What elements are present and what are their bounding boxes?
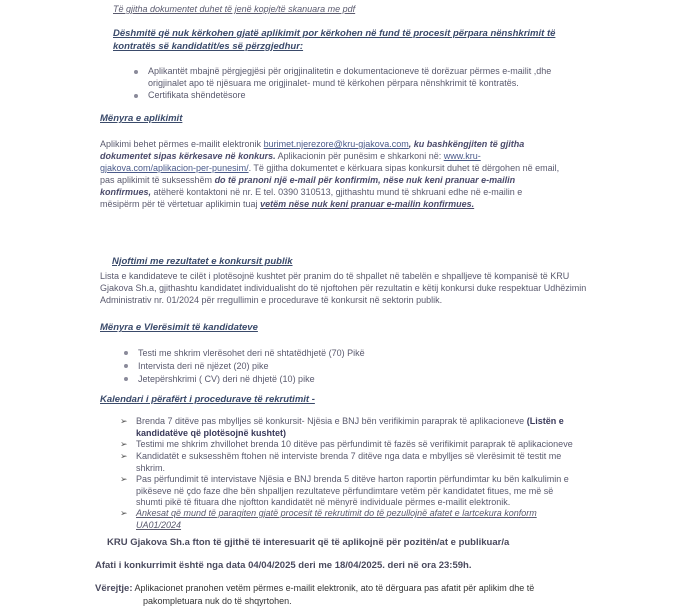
list-item	[120, 416, 573, 427]
list-item-text: Testi me shkrim vlerësohet deri në shtatëdhjetë (70) Pikë	[138, 348, 365, 358]
deadline-text: Afati i konkurrimit është nga data 04/04/2025 deri me 18/04/2025. deri në ora 23:59h.	[95, 560, 472, 571]
list-item-text: Pas përfundimit të intervistave Njësia e BNJ brenda 5 ditëve harton raportin përfundimtar ku bën kalkulimin e	[136, 474, 569, 484]
note-block	[95, 582, 534, 607]
list-item-text-bold: kandidatëve që plotësojnë kushtet)	[136, 428, 287, 438]
apply-text: Aplikimi behet përmes e-mailit elektronik	[100, 139, 262, 149]
apply-paragraph	[100, 138, 620, 210]
list-item	[138, 373, 365, 385]
note-text: Aplikacionet pranohen vetëm përmes e-mailit elektronik, ato të dërguara pas afatit për aplikim dhe të	[134, 583, 535, 593]
apply-text-bold: vetëm nëse nuk keni pranuar e-mailin konfirmues.	[260, 199, 475, 209]
note-label: Vërejtje:	[95, 583, 133, 594]
list-item-text: shumti pikë të fituara dhe njoftton kandidatët në mënyrë individuale përmes e-mailit elektronik.	[136, 497, 511, 507]
invite-text: KRU Gjakova Sh.a fton të gjithë të interesuarit që të aplikojnë për pozitën/at e publikuar/a	[107, 537, 510, 548]
bullet-icon	[124, 364, 128, 368]
bullet-icon	[124, 377, 128, 381]
note-text: pakompletuara nuk do të shqyrtohen.	[143, 596, 292, 606]
list-item-text: Ankesat që mund të paraqiten gjatë procesit të rekrutimit do të pezullojnë afatet e lartcekura konform	[136, 508, 537, 518]
list-item	[120, 451, 573, 462]
list-item-text-bold: (Listën e	[526, 416, 564, 426]
apply-heading: Mënyra e aplikimit	[100, 113, 183, 124]
list-item-text: Intervista deri në njëzet (20) pike	[138, 361, 269, 371]
apply-text-bold: konfirmues,	[100, 187, 152, 197]
list-item	[148, 90, 551, 101]
apply-text: mësipërm për të vërtetuar aplikimin tuaj	[100, 199, 258, 209]
bullet-icon	[134, 70, 138, 74]
bullet-icon	[134, 94, 138, 98]
url-link[interactable]: www.kru-	[443, 151, 481, 161]
list-item	[148, 66, 551, 77]
list-item-text: origjinalet apo të njësuara me origjinalet- mund të kërkohen përpara nënshkrimit të kontratës.	[148, 78, 519, 88]
arrow-bullet-icon: ➢	[120, 439, 128, 449]
list-item-continuation	[148, 78, 551, 89]
apply-text: . Të gjitha dokumentet e kërkuara sipas konkursit duhet të dërgohen në email,	[248, 163, 560, 173]
arrow-bullet-icon: ➢	[120, 416, 128, 426]
list-item-text: Testimi me shkrim zhvillohet brenda 10 ditëve pas përfundimit të fazës së verifikimit paraprak të aplikacioneve	[136, 439, 573, 449]
url-link[interactable]: gjakova.com/aplikacion-per-punesim/	[100, 163, 249, 173]
list-item	[120, 439, 573, 450]
proofs-heading-line1: Dëshmitë që nuk kërkohen gjatë aplikimit por kërkohen në fund të procesit përpara nënshkrimit të	[113, 28, 556, 39]
list-item	[138, 347, 365, 359]
arrow-bullet-icon: ➢	[120, 451, 128, 461]
evaluation-list	[138, 347, 365, 386]
proofs-heading-line2: kontratës së kandidatit/es së përzgjedhur:	[113, 41, 304, 52]
list-item-text: Jetepërshkrimi ( CV) deri në dhjetë (10) pike	[138, 374, 315, 384]
email-link[interactable]: burimet.njerezore@kru-gjakova.com	[263, 139, 409, 149]
apply-text-bold: , ku bashkëngjiten të gjitha	[408, 139, 525, 149]
bullet-icon	[124, 351, 128, 355]
list-item	[138, 360, 365, 372]
list-item	[120, 474, 573, 485]
results-line: Gjakova Sh.a, gjithashtu kandidatet individualisht do të njoftohen për rezultatin e këtij konkursi duke respektuar Udhëzimin	[100, 283, 587, 293]
results-paragraph	[100, 270, 586, 306]
list-item-text: Brenda 7 ditëve pas mbylljes së konkursit- Njësia e BNJ bën verifikimin paraprak të aplikacioneve	[136, 416, 525, 426]
list-item-text: pikëseve në çdo faze dhe bën shpalljen rezultateve përfundimtare vetëm për kandidatet fitues, me më së	[136, 486, 554, 496]
arrow-bullet-icon: ➢	[120, 508, 128, 518]
calendar-heading: Kalendari i përafërt i procedurave të rekrutimit -	[100, 394, 315, 405]
arrow-bullet-icon: ➢	[120, 474, 128, 484]
calendar-list	[120, 416, 573, 531]
results-line: Administrativ nr. 01/2024 për rregullimin e procedurave të konkursit në sektorin publik.	[100, 295, 443, 305]
list-item-text: Certifikata shëndetësore	[148, 90, 246, 100]
list-item-text: Aplikantët mbajnë përgjegjësi për origjinalitetin e dokumentacioneve të dorëzuar përmes e-mailit ,dhe	[148, 66, 552, 76]
apply-text: Aplikacionin për punësim e shkarkoni në:	[277, 151, 442, 161]
apply-text-bold: dokumentet sipas kërkesave në konkurs.	[100, 151, 276, 161]
list-item-text: UA01/2024	[136, 520, 182, 530]
results-line: Lista e kandidateve te cilët i plotësojnë kushtet për pranim do të shpallet në tabelën e shpalljeve të kompanisë të KRU	[100, 271, 570, 281]
apply-text: atëherë kontaktoni në nr. E tel. 0390 310513, gjithashtu mund të shkruani edhe në e-mailin e	[153, 187, 523, 197]
evaluation-heading: Mënyra e Vlerësimit të kandidateve	[100, 322, 258, 333]
list-item-text: Kandidatët e suksesshëm ftohen në interviste brenda 7 ditëve nga data e mbylljes së vlerësimit të testit me	[136, 451, 562, 461]
top-note: Të gjitha dokumentet duhet të jenë kopje/të skanuara me pdf	[113, 4, 356, 14]
list-item-text: shkrim.	[136, 463, 165, 473]
apply-text-bold: do të pranoni një e-mail për konfirmim, nëse nuk keni pranuar e-mailin	[214, 175, 516, 185]
results-heading: Njoftimi me rezultatet e konkursit publik	[112, 256, 293, 267]
proofs-list	[148, 66, 551, 102]
apply-text: pas aplikimit të suksesshëm	[100, 175, 213, 185]
list-item	[120, 508, 573, 519]
